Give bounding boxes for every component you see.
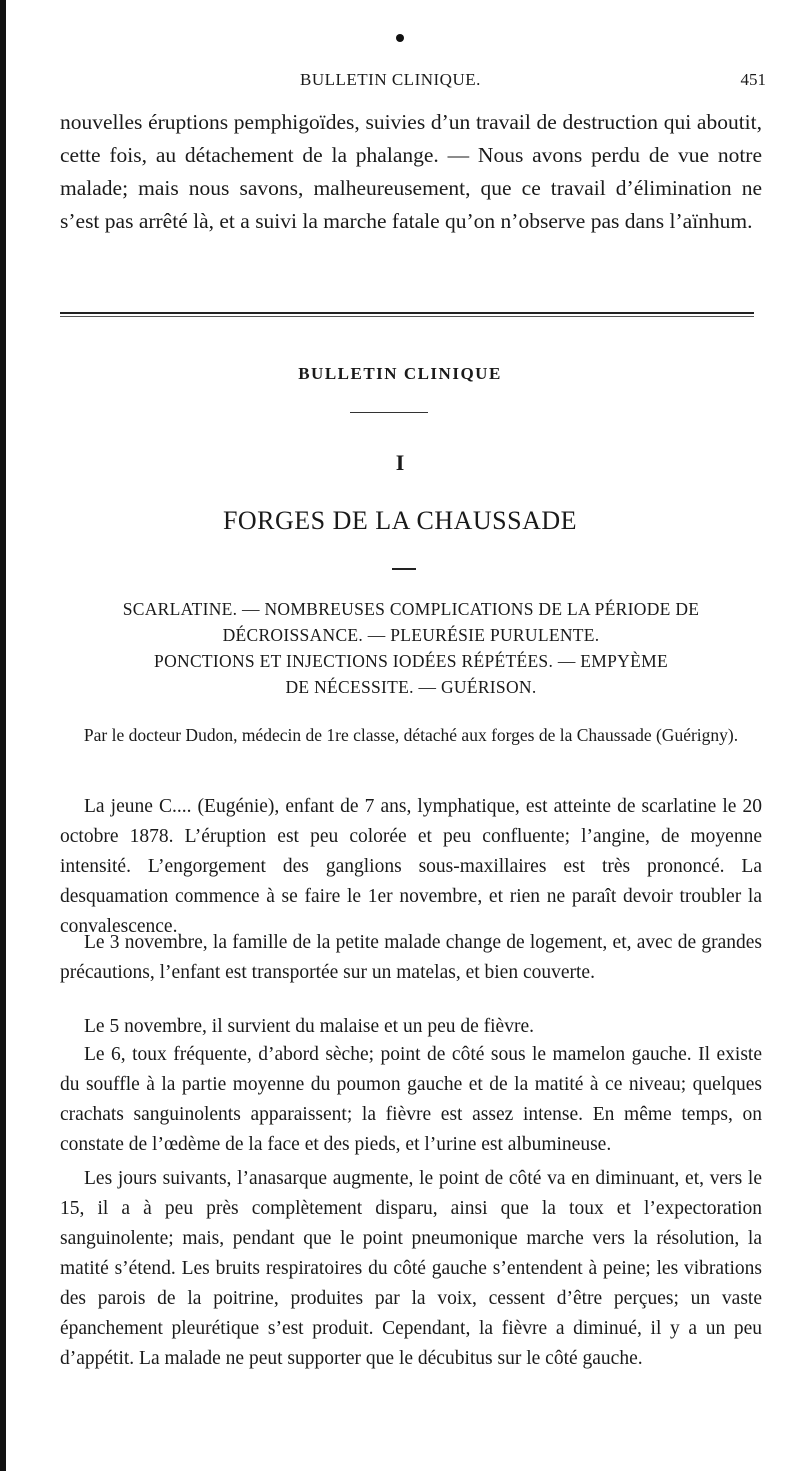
title-rule	[350, 412, 428, 413]
section-divider	[60, 312, 754, 314]
section-title: BULLETIN CLINIQUE	[298, 364, 502, 383]
running-title: BULLETIN CLINIQUE.	[300, 70, 481, 89]
subtitle-line: DÉCROISSANCE. — PLEURÉSIE PURULENTE.	[222, 625, 600, 645]
subtitle-line: PONCTIONS ET INJECTIONS IODÉES RÉPÉTÉES. — EMPYÈME	[154, 651, 668, 671]
page-binding-edge	[0, 0, 6, 1471]
page-number: 451	[740, 70, 766, 89]
case-subtitle	[60, 596, 762, 700]
author-line: Par le docteur Dudon, médecin de 1re classe, détaché aux forges de la Chaussade (Guérigny).	[83, 725, 739, 745]
ink-dot	[396, 34, 404, 42]
subtitle-line: SCARLATINE. — NOMBREUSES COMPLICATIONS DE LA PÉRIODE DE	[122, 599, 700, 619]
running-head	[0, 70, 800, 94]
section-divider-thin	[60, 316, 754, 317]
title-dash	[392, 568, 416, 570]
subtitle-line: DE NÉCESSITE. — GUÉRISON.	[285, 677, 537, 697]
paragraph: Le 3 novembre, la famille de la petite malade change de logement, et, avec de grandes précautions, l’enfant est transportée sur un matelas, et bien couverte.	[60, 932, 762, 983]
intro-paragraph: nouvelles éruptions pemphigoïdes, suivies d’un travail de destruction qui aboutit, cette fois, au détachement de la phalange. — Nous avons perdu de vue notre malade; mais nous savons, malheureusement, que ce travail d’élimination ne s’est pas arrêté là, et a suivi la marche fatale qu’on n’observe pas dans l’aïnhum.	[60, 110, 762, 233]
paragraph: Les jours suivants, l’anasarque augmente, le point de côté va en diminuant, et, vers le 15, il a à peu près complètement disparu, ainsi que la toux et l’expectoration sanguinolente; mais, pendant que le point pneumonique marche vers la résolution, la matité s’étend. Les bruits respiratoires du côté gauche s’entendent à peine; les vibrations des parois de la poitrine, produites par la voix, cessent d’être perçues; un vaste épanchement pleurétique s’est produit. Cependant, la fièvre a diminué, il y a un peu d’appétit. La malade ne peut supporter que le décubitus sur le côté gauche.	[60, 1168, 762, 1369]
paragraph: La jeune C.... (Eugénie), enfant de 7 ans, lymphatique, est atteinte de scarlatine le 20 octobre 1878. L’éruption est peu colorée et peu confluente; l’angine, de moyenne intensité. L’engorgement des ganglions sous-maxillaires est très prononcé. La desquamation commence à se faire le 1er novembre, et rien ne paraît devoir troubler la convalescence.	[60, 796, 762, 937]
paragraph: Le 6, toux fréquente, d’abord sèche; point de côté sous le mamelon gauche. Il existe du souffle à la partie moyenne du poumon gauche et de la matité à ce niveau; quelques crachats sanguinolents apparaissent; la fièvre est assez intense. En même temps, on constate de l’œdème de la face et des pieds, et l’urine est albumineuse.	[60, 1044, 762, 1155]
case-title: FORGES DE LA CHAUSSADE	[222, 506, 578, 535]
section-number: I	[395, 450, 405, 475]
paragraph: Le 5 novembre, il survient du malaise et un peu de fièvre.	[84, 1016, 534, 1037]
